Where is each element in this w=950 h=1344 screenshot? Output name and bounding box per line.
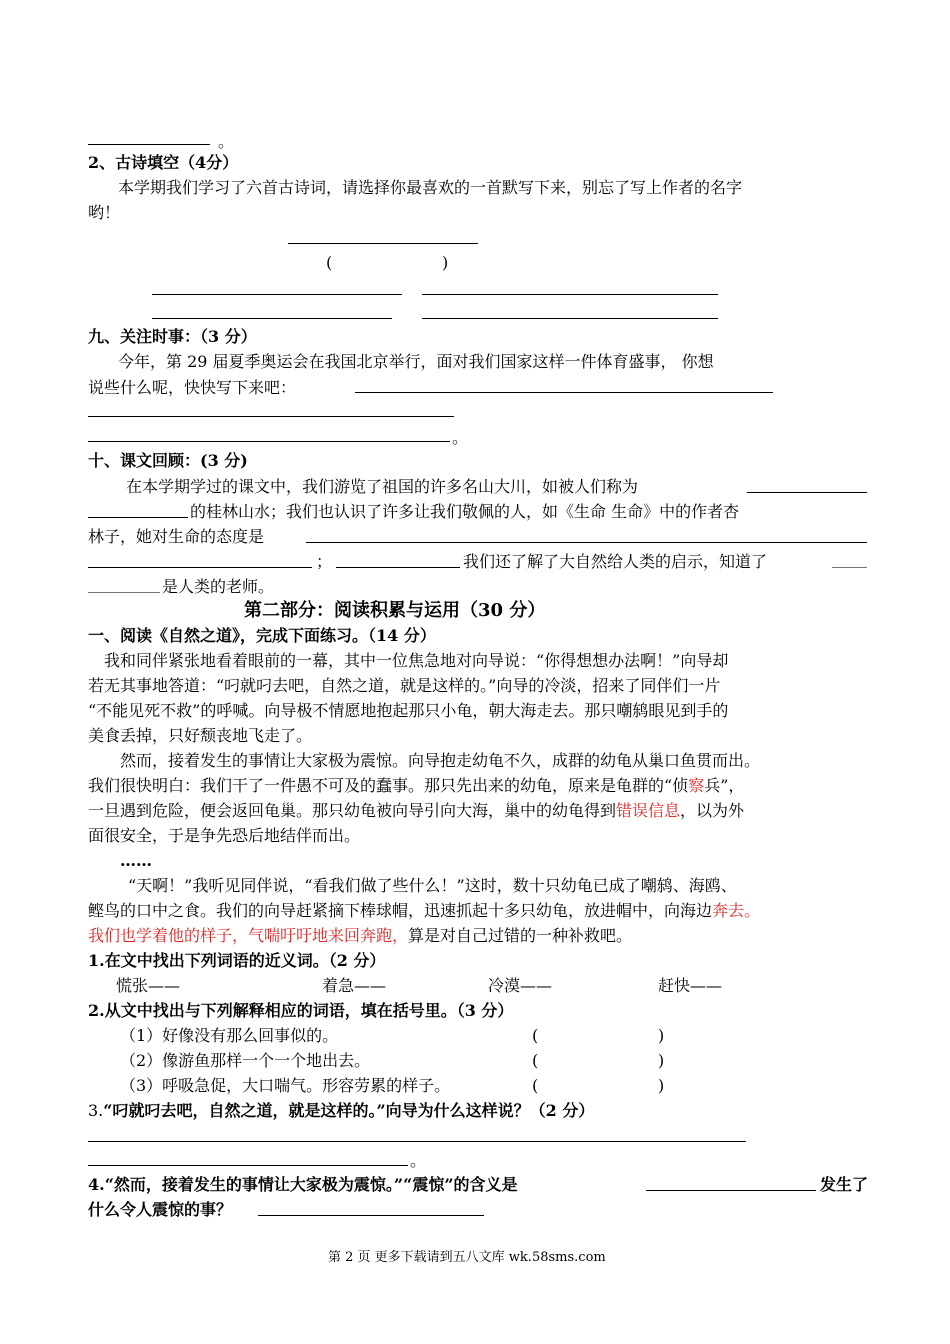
paren-open: ( xyxy=(532,1026,539,1045)
question-3 xyxy=(88,1101,594,1121)
passage-line xyxy=(88,801,744,821)
period: 。 xyxy=(218,132,235,151)
passage-line: 我和同伴紧张地看着眼前的一幕，其中一位焦急地对向导说：“你得想想办法啊！”向导却 xyxy=(104,651,729,670)
highlight-text: 察 xyxy=(688,776,705,795)
passage-line xyxy=(88,926,632,946)
section-2-text: 本学期我们学习了六首古诗词，请选择你最喜欢的一首默写下来，别忘了写上作者的名字 xyxy=(118,178,743,197)
question-4-text: 什么令人震惊的事？ xyxy=(88,1200,233,1219)
section-heading-9: 九、关注时事：（3 分） xyxy=(88,327,257,346)
question-2-item: （1）好像没有那么回事似的。 xyxy=(120,1026,339,1045)
question-4: 4.“然而，接着发生的事情让大家极为震惊。”“震惊”的含义是 xyxy=(88,1175,518,1194)
section-heading-2: 2、古诗填空（4分） xyxy=(88,153,239,172)
passage-line xyxy=(88,901,760,921)
passage-text: 一旦遇到危险，便会返回龟巢。那只幼龟被向导引向大海，巢中的幼龟得到 xyxy=(88,801,617,820)
section-2-text: 哟！ xyxy=(88,203,121,222)
passage-text: 鲣鸟的口中之食。我们的向导赶紧摘下棒球帽，迅速抓起十多只幼龟，放进帽中，向海边 xyxy=(88,901,713,920)
section-10-text: 我们还了解了大自然给人类的启示，知道了 xyxy=(463,552,768,571)
answer-line[interactable] xyxy=(832,567,867,568)
answer-line[interactable] xyxy=(88,1165,408,1166)
poem-line[interactable] xyxy=(152,318,392,319)
answer-line[interactable] xyxy=(88,441,450,442)
paren-close: ) xyxy=(658,1026,665,1045)
synonym-word: 赶快—— xyxy=(658,976,723,995)
period: 。 xyxy=(410,1151,427,1170)
passage-line: 若无其事地答道：“叼就叼去吧，自然之道，就是这样的。”向导的冷淡，招来了同伴们一片 xyxy=(88,676,721,695)
question-text: “叼就叼去吧，自然之道，就是这样的。”向导为什么这样说？（2 分） xyxy=(103,1101,595,1120)
section-10-text: 是人类的老师。 xyxy=(162,577,275,596)
question-2-item: （2）像游鱼那样一个一个地出去。 xyxy=(120,1051,371,1070)
paren-close: ) xyxy=(442,253,449,272)
answer-line[interactable] xyxy=(88,1141,746,1142)
section-heading-10: 十、课文回顾：(3 分) xyxy=(88,451,248,470)
paren-close: ) xyxy=(658,1051,665,1070)
paren-open: ( xyxy=(326,253,333,272)
paren-open: ( xyxy=(532,1051,539,1070)
page-footer: 第 2 页 更多下载请到五八文库 wk.58sms.com xyxy=(328,1250,606,1265)
passage-line: “不能见死不救”的呼喊。向导极不情愿地抱起那只小龟，朝大海走去。那只嘲鸫眼见到手的 xyxy=(88,701,729,720)
poem-line[interactable] xyxy=(152,294,402,295)
answer-line[interactable] xyxy=(88,567,312,568)
answer-line[interactable] xyxy=(88,517,188,518)
synonym-word: 冷漠—— xyxy=(488,976,553,995)
synonym-word: 着急—— xyxy=(322,976,387,995)
highlight-text: 我们也学着他的样子，气喘吁吁地来回奔跑， xyxy=(88,926,409,945)
section-9-text: 说些什么呢，快快写下来吧： xyxy=(88,378,297,397)
answer-line[interactable] xyxy=(306,542,867,543)
question-number: 3. xyxy=(88,1101,104,1120)
semicolon: ； xyxy=(316,552,333,571)
poem-line[interactable] xyxy=(422,294,718,295)
passage-line xyxy=(88,776,744,796)
passage-line: “天啊！”我听见同伴说，“看我们做了些什么！”这时，数十只幼龟已成了嘲鸫、海鸥、 xyxy=(128,876,737,895)
section-9-text: 今年，第 29 届夏季奥运会在我国北京举行，面对我们国家这样一件体育盛事， 你想 xyxy=(118,352,714,371)
section-10-text: 林子，她对生命的态度是 xyxy=(88,527,265,546)
passage-text: ，以为外 xyxy=(680,801,745,820)
question-4-text: 发生了 xyxy=(820,1175,869,1194)
answer-line[interactable] xyxy=(88,592,160,593)
highlight-text: 奔去。 xyxy=(712,901,761,920)
passage-text: 算是对自己过错的一种补救吧。 xyxy=(408,926,633,945)
answer-line[interactable] xyxy=(355,392,773,393)
answer-line[interactable] xyxy=(646,1190,816,1191)
answer-line[interactable] xyxy=(88,144,210,145)
question-2: 2.从文中找出与下列解释相应的词语，填在括号里。（3 分） xyxy=(88,1001,514,1020)
answer-line[interactable] xyxy=(747,492,867,493)
answer-line[interactable] xyxy=(336,567,460,568)
answer-line[interactable] xyxy=(258,1215,484,1216)
passage-line: 然而，接着发生的事情让大家极为震惊。向导抱走幼龟不久，成群的幼龟从巢口鱼贯而出。 xyxy=(120,751,761,770)
question-2-item: （3）呼吸急促，大口喘气。形容劳累的样子。 xyxy=(120,1076,451,1095)
synonym-word: 慌张—— xyxy=(116,976,181,995)
part-title: 第二部分：阅读积累与运用（30 分） xyxy=(244,600,546,621)
answer-line[interactable] xyxy=(88,416,454,417)
passage-line: 面很安全，于是争先恐后地结伴而出。 xyxy=(88,826,361,845)
passage-text: 我们很快明白：我们干了一件愚不可及的蠢事。那只先出来的幼龟，原来是龟群的“侦 xyxy=(88,776,689,795)
section-10-text: 在本学期学过的课文中，我们游览了祖国的许多名山大川，如被人们称为 xyxy=(126,477,639,496)
highlight-text: 错误信息 xyxy=(616,801,681,820)
poem-title-line[interactable] xyxy=(288,243,478,244)
paren-close: ) xyxy=(658,1076,665,1095)
ellipsis: …… xyxy=(120,851,152,870)
question-1: 1.在文中找出下列词语的近义词。（2 分） xyxy=(88,951,386,970)
period: 。 xyxy=(452,428,469,447)
passage-line: 美食丢掉，只好颓丧地飞走了。 xyxy=(88,726,313,745)
poem-line[interactable] xyxy=(422,318,718,319)
paren-open: ( xyxy=(532,1076,539,1095)
passage-text: 兵”， xyxy=(704,776,745,795)
reading-heading: 一、阅读《自然之道》，完成下面练习。（14 分） xyxy=(88,626,436,645)
section-10-text: 的桂林山水；我们也认识了许多让我们敬佩的人，如《生命 生命》中的作者杏 xyxy=(190,502,740,521)
